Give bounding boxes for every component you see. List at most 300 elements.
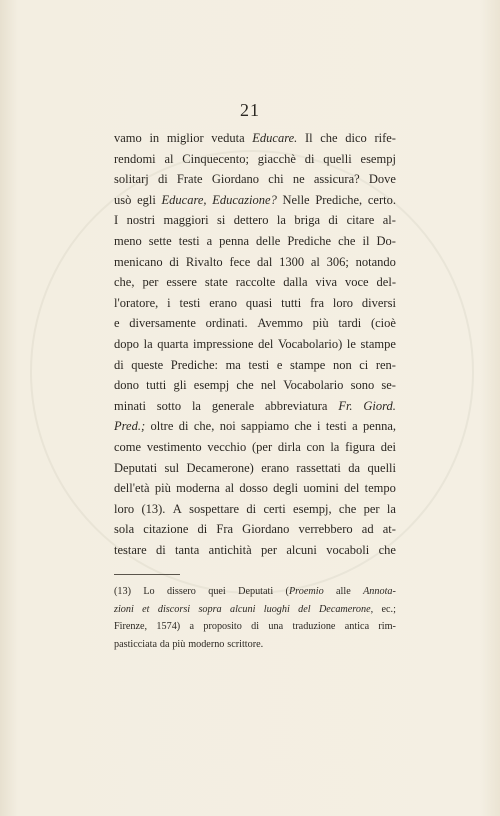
text: che (378, 542, 396, 557)
text: sul (164, 460, 180, 475)
text: la (143, 336, 153, 351)
word (189, 499, 239, 520)
italic-text: sopra (198, 603, 222, 615)
italic-text: Fr. (338, 398, 353, 413)
text: di (157, 172, 168, 187)
text: i (317, 419, 321, 434)
text: ne (292, 172, 305, 187)
text-line (114, 210, 396, 231)
word (277, 355, 283, 376)
text: non (332, 357, 352, 372)
text: erano (209, 295, 237, 310)
word (143, 583, 154, 601)
word (257, 252, 272, 273)
text: Deputati (238, 586, 274, 597)
word (371, 313, 396, 334)
word (327, 252, 349, 273)
text: Fra (216, 522, 234, 537)
word (186, 252, 223, 273)
word (315, 190, 362, 211)
text-line (114, 355, 396, 376)
text: abbreviatura (265, 398, 328, 413)
word (226, 355, 241, 376)
word (234, 210, 269, 231)
word (212, 169, 259, 190)
text: assicura? (313, 172, 360, 187)
text: di (114, 357, 124, 372)
text: testare (114, 542, 147, 557)
word (114, 190, 131, 211)
page-number: 21 (240, 100, 260, 120)
text: diversi (361, 295, 396, 310)
text: dei (380, 439, 396, 454)
text: che, (114, 275, 135, 290)
word (368, 458, 396, 479)
text: tutti (146, 378, 167, 393)
text: dono (114, 378, 139, 393)
text-line (114, 313, 396, 334)
italic-text: Pred.; (114, 419, 146, 434)
text: a (189, 621, 195, 632)
word (376, 355, 396, 376)
text: più (312, 316, 329, 331)
text-line (114, 169, 396, 190)
word (188, 636, 224, 654)
text: (per (252, 439, 273, 454)
text-line (114, 149, 396, 170)
text: Prediche (287, 233, 332, 248)
text: per (142, 275, 159, 290)
word (172, 636, 185, 654)
word (239, 478, 267, 499)
text: A (172, 501, 182, 516)
word (114, 416, 145, 437)
text: at- (382, 522, 396, 537)
word (198, 519, 208, 540)
word (379, 540, 396, 561)
text: ci (359, 357, 369, 372)
italic-text: Annota- (363, 586, 396, 597)
text: da (159, 638, 170, 650)
italic-text: Educazione? (212, 192, 277, 207)
word (236, 272, 276, 293)
word (283, 375, 343, 396)
word (158, 169, 168, 190)
text: ordinati. (205, 316, 248, 331)
word (293, 169, 305, 190)
text-line (114, 293, 396, 314)
word (345, 128, 367, 149)
word (252, 128, 297, 149)
text-line (114, 128, 396, 149)
word (265, 396, 327, 417)
text: ec.; (381, 603, 396, 615)
text: certi (263, 501, 286, 516)
word (294, 416, 311, 437)
text: viva (315, 275, 338, 290)
word (190, 618, 195, 636)
text: stampe (360, 336, 396, 351)
word (194, 416, 214, 437)
text: nostri (126, 213, 156, 228)
text: sono (350, 378, 375, 393)
word (143, 519, 188, 540)
word (364, 499, 380, 520)
text: tardi (338, 316, 362, 331)
word (323, 149, 351, 170)
text: che (320, 131, 338, 145)
text: al (164, 151, 174, 166)
text: esempj (193, 378, 230, 393)
text: per (261, 542, 277, 557)
text: in (149, 131, 160, 145)
word (345, 618, 369, 636)
text: proposito (203, 621, 242, 632)
text: Avemmo (257, 316, 303, 331)
word (167, 128, 204, 149)
text: generale (211, 398, 255, 413)
text-line (114, 252, 396, 273)
text: ma (225, 357, 241, 372)
word (258, 334, 273, 355)
word (142, 601, 149, 619)
word (194, 375, 229, 396)
word (114, 231, 142, 252)
word (193, 334, 253, 355)
word (345, 272, 369, 293)
word (314, 169, 360, 190)
text: Prediche: (170, 357, 219, 372)
text: tempo (364, 481, 396, 496)
text: nel (260, 378, 277, 393)
text: rim- (378, 621, 396, 632)
italic-text: Educare, (161, 192, 207, 207)
text: ad (361, 522, 374, 537)
word (352, 416, 358, 437)
word (363, 416, 396, 437)
word (261, 540, 277, 561)
italic-text: Giord. (363, 398, 396, 413)
word (177, 169, 203, 190)
text: ren- (375, 357, 396, 372)
text: quei (208, 586, 226, 597)
word (296, 458, 340, 479)
word (157, 334, 188, 355)
text: i (167, 295, 171, 310)
text: la (276, 213, 286, 228)
word (162, 190, 207, 211)
text: usò (114, 192, 132, 207)
text: scrittore. (227, 638, 264, 650)
text: quarta (157, 336, 189, 351)
text: di (246, 501, 257, 516)
word (387, 499, 396, 520)
text: (13). (141, 501, 166, 516)
text-line (114, 540, 396, 561)
word (129, 313, 196, 334)
word (176, 478, 220, 499)
text: la (386, 501, 396, 516)
word (263, 499, 285, 520)
word (114, 601, 134, 619)
word (149, 231, 172, 252)
text: che (338, 501, 357, 516)
text: antichità (208, 542, 252, 557)
word (166, 272, 197, 293)
word (141, 499, 165, 520)
word (137, 190, 156, 211)
word (114, 149, 156, 170)
text: dirla (277, 439, 301, 454)
word (283, 190, 310, 211)
text: del (344, 481, 360, 496)
word (347, 210, 375, 231)
text: loro (332, 295, 354, 310)
text: egli (137, 192, 156, 207)
word (114, 636, 157, 654)
text: e (114, 316, 120, 331)
text: vocaboli (326, 542, 370, 557)
text-line (114, 458, 396, 479)
word (207, 437, 246, 458)
word (158, 601, 190, 619)
text: sospettare (189, 501, 240, 516)
text: citazione (143, 522, 189, 537)
word (114, 375, 139, 396)
word (273, 478, 298, 499)
word (225, 478, 234, 499)
word (374, 128, 396, 149)
word (339, 499, 356, 520)
word (114, 128, 142, 149)
word (361, 334, 396, 355)
word (146, 375, 166, 396)
word (333, 293, 353, 314)
italic-text: del (298, 603, 311, 615)
text: Prediche, (315, 192, 363, 207)
italic-text: Proemio (288, 586, 324, 597)
word (179, 231, 200, 252)
word (333, 355, 352, 376)
text: più (154, 481, 171, 496)
text: raccolte (235, 275, 276, 290)
text: gli (173, 378, 187, 393)
word (248, 355, 269, 376)
word (198, 601, 221, 619)
word (114, 169, 149, 190)
text: (cioè (370, 316, 396, 331)
word (307, 437, 325, 458)
word (192, 396, 201, 417)
text: pasticciata (114, 638, 157, 650)
word (236, 375, 253, 396)
word (310, 293, 324, 314)
text: figura (345, 439, 375, 454)
text: meno (114, 233, 142, 248)
word (328, 210, 338, 231)
word (313, 313, 329, 334)
word (219, 231, 249, 252)
text: minati (114, 398, 146, 413)
text: che, (193, 419, 215, 434)
italic-text: discorsi (157, 603, 191, 615)
text: fra (310, 295, 325, 310)
text: di (197, 522, 208, 537)
word (369, 169, 396, 190)
text: quelli (367, 460, 396, 475)
text: da (348, 460, 361, 475)
text: sappiamo (241, 419, 289, 434)
italic-text: alcuni (229, 603, 256, 615)
word (268, 618, 283, 636)
word (345, 437, 375, 458)
word (217, 210, 225, 231)
text: testi (179, 295, 201, 310)
text: rendomi (114, 151, 156, 166)
text: Deputati (114, 460, 158, 475)
text: quasi (245, 295, 273, 310)
body-text (114, 128, 396, 560)
text: con (306, 439, 325, 454)
word (294, 210, 320, 231)
text: diversamente (129, 316, 196, 331)
word (362, 231, 369, 252)
word (290, 355, 325, 376)
text: e (276, 357, 283, 372)
text: il (362, 233, 370, 248)
word (305, 149, 315, 170)
text: chi (268, 172, 284, 187)
word (229, 252, 250, 273)
text: notando (355, 254, 396, 269)
footnote-line (114, 601, 396, 619)
text: alcuni (286, 542, 317, 557)
word (149, 128, 159, 149)
word (127, 210, 155, 231)
text: oltre (150, 419, 174, 434)
word (326, 416, 347, 437)
text: stampe (289, 357, 326, 372)
word (338, 231, 355, 252)
text-line (114, 396, 396, 417)
italic-text: zioni (114, 603, 134, 615)
word (114, 540, 147, 561)
word (326, 540, 369, 561)
text: del- (376, 275, 396, 290)
word (344, 478, 359, 499)
word (281, 293, 301, 314)
word (383, 210, 396, 231)
text-line (114, 478, 396, 499)
text: rife- (374, 131, 396, 145)
text: dell'età (114, 481, 150, 496)
text: menicano (114, 254, 163, 269)
word (377, 272, 396, 293)
word (160, 636, 170, 654)
text: di (304, 151, 315, 166)
word (114, 583, 131, 601)
word (114, 313, 120, 334)
word (252, 437, 272, 458)
text: dosso (239, 481, 268, 496)
word (317, 416, 320, 437)
word (251, 618, 259, 636)
footnote-line (114, 636, 396, 654)
text: al- (382, 213, 396, 228)
text: sette (148, 233, 172, 248)
word (278, 334, 342, 355)
word (258, 149, 296, 170)
word (211, 128, 244, 149)
word (114, 478, 150, 499)
text: certo. (367, 192, 396, 207)
text: come (114, 439, 142, 454)
text: quelli (323, 151, 352, 166)
text: state (204, 275, 228, 290)
word (114, 499, 134, 520)
text: giacchè (257, 151, 296, 166)
word (381, 437, 396, 458)
text: testi (325, 419, 347, 434)
text: le (346, 336, 356, 351)
word (277, 210, 286, 231)
footnote-divider (114, 574, 180, 575)
word (338, 313, 361, 334)
text-line (114, 416, 396, 437)
word (114, 334, 139, 355)
text: (13) (114, 586, 131, 597)
word (286, 540, 317, 561)
word (142, 272, 158, 293)
word (114, 210, 118, 231)
word (268, 169, 283, 190)
text: maggiori (163, 213, 209, 228)
text: Giordano (211, 172, 260, 187)
word (212, 396, 254, 417)
text: di (328, 213, 339, 228)
text: di (178, 419, 189, 434)
word (320, 128, 337, 149)
word (363, 583, 396, 601)
text: alle (336, 586, 351, 597)
word (227, 636, 263, 654)
text: al (310, 254, 320, 269)
word (157, 396, 181, 417)
text: se- (381, 378, 396, 393)
text: dettero (233, 213, 269, 228)
word (164, 458, 179, 479)
word (175, 540, 199, 561)
text: Cinquecento; (182, 151, 249, 166)
word (179, 416, 189, 437)
word (359, 355, 368, 376)
word (299, 519, 353, 540)
word (316, 272, 338, 293)
word (278, 437, 301, 458)
word (114, 355, 124, 376)
text: dal (257, 254, 273, 269)
text: testi (178, 233, 200, 248)
footnote-line (114, 583, 396, 601)
word (348, 458, 360, 479)
text: penna (219, 233, 250, 248)
word (365, 478, 396, 499)
text-line (114, 437, 396, 458)
word (114, 437, 141, 458)
footnotes (114, 583, 396, 653)
word (164, 149, 173, 170)
text: di (155, 542, 166, 557)
